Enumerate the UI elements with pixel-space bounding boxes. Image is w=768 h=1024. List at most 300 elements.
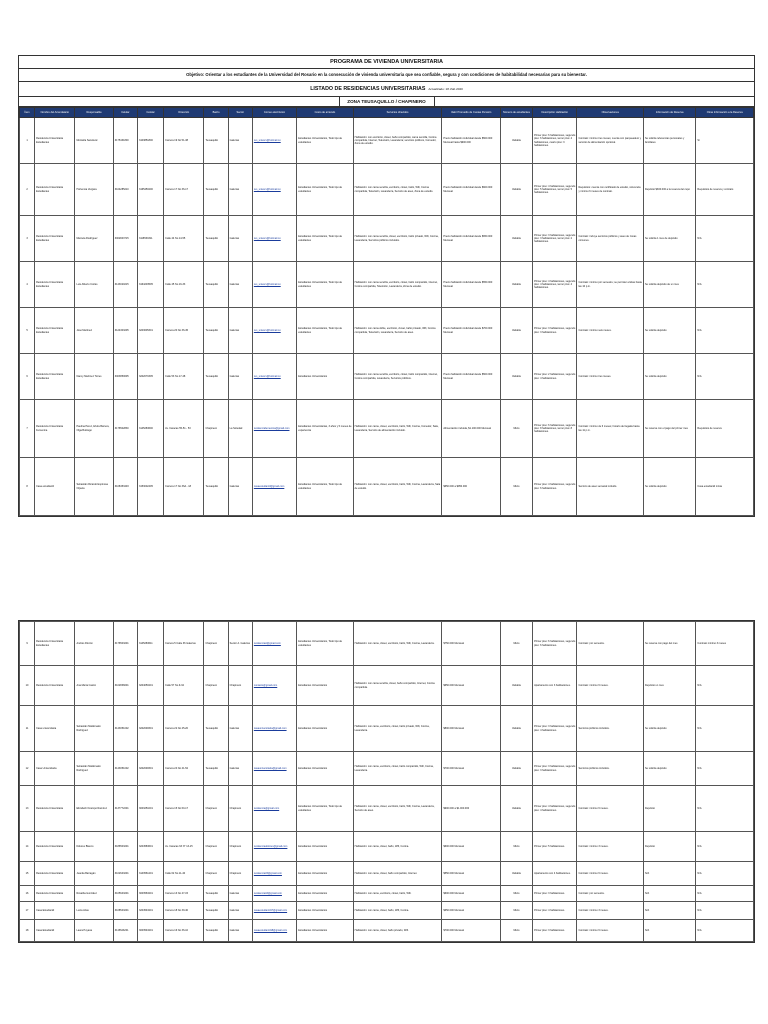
cell-phone-2: 3003251001 [137,786,163,832]
cell-address: Calle 44 No 14-55 [164,216,204,262]
cell-cost: Estudiantes Universitarios, Todo tipo de estudiantes [297,308,353,354]
cell-neighborhood: Teusaquillo [204,920,228,942]
table-row [20,164,754,216]
cell-neighborhood: Teusaquillo [204,118,228,164]
cell-observations: Contrato: mínimo de 6 meses; horario de llegada hasta las 11 p.m. [577,400,644,458]
cell-services: Habitación: con cama, closet, escritorio, baño, Wifi, Cocina, Comedor, Sala, Lavandería, Servicio de alimentación incluido. [353,400,442,458]
column-header: Correo electrónico [252,108,296,118]
cell-tenant-type: Residencia Universitaria [35,786,75,832]
cell-phone-2: 3202048301 [137,752,163,786]
cell-room-description: Primer piso: 6 habitaciones, segundo piso: 6 habitaciones, tercer piso: 4 habitaciones, cuarto piso: 3 habitaciones. [533,118,577,164]
cell-other-info: Requisitos de reserva y contrato [696,164,754,216]
cell-sector: Galerías [228,118,252,164]
cell-email[interactable]: casaestudiantil@gmail.com [252,458,296,516]
cell-neighborhood: Teusaquillo [204,706,228,752]
cell-students: Variable [500,666,532,706]
cell-other-info: Contrato mínimo 3 meses [696,622,754,666]
cell-observations: Contrato: mínimo tres meses; cuenta con parqueadero y servicio de alimentación opcional. [577,118,644,164]
cell-email[interactable]: residenciafemenina@gmail.com [252,400,296,458]
cell-phone-2: 3003543201 [137,920,163,942]
table-row [20,458,754,516]
column-header: Celular [137,108,163,118]
cell-address: Carrera 13 No 47-15 [164,886,204,902]
cell-responsible: José Martínez [75,308,113,354]
cell-room-description: Primer piso: 3 habitaciones, segundo piso: 4 habitaciones. [533,706,577,752]
cell-neighborhood: Teusaquillo [204,752,228,786]
cell-observations: Contrato: mínimo 6 meses. [577,862,644,886]
cell-observations: Contrato: mínimo tres meses. [577,354,644,400]
cell-sector: Chapinero [228,786,252,832]
cell-other-info: N/A [696,902,754,920]
cell-students: Variable [500,752,532,786]
table-row [20,354,754,400]
table-row [20,902,754,920]
cell-services: Habitación: con cama, escritorio, closet, baño, Wifi. [353,886,442,902]
cell-observations: Servicios públicos incluidos. [577,706,644,752]
cell-sector: Chapinero [228,832,252,862]
cell-address: Calle 57 No 9-34 [164,666,204,706]
cell-item-number: 15 [20,862,35,886]
cell-services: Habitación: con cama, closet, escritorio, baño, Wifi, Cocina, Lavandería. [353,622,442,666]
cell-observations: Contrato: por semestre. [577,886,644,902]
cell-sector: Galerías [228,706,252,752]
cell-responsible: Laura Puyana [75,920,113,942]
cell-students: Mixto [500,886,532,902]
cell-services: Habitación: con cama, escritorio, closet, baño compartido, Wifi, Cocina, Lavandería. [353,752,442,786]
cell-responsible: Luis Alberto Cortés [75,262,113,308]
cell-phone: 3137772201 [113,786,137,832]
cell-cost: Estudiantes Universitarios [297,902,353,920]
cell-sector: Chapinero [228,862,252,886]
cell-reservation-info: Se reserva con el pago del primer mes [643,400,695,458]
cell-room-description: Primer piso: 4 habitaciones, segundo piso: 6 habitaciones. [533,458,577,516]
cell-other-info: Casa estudiantil mixta [696,458,754,516]
table-body [20,622,754,942]
cell-students: Variable [500,118,532,164]
cell-students: Mixto [500,920,532,942]
column-header: Servicios ofrecidos [353,108,442,118]
cell-cost: Estudiantes Universitarios, Todo tipo de estudiantes [297,216,353,262]
cell-cost: Estudiantes Universitarios, Todo tipo de estudiantes [297,622,353,666]
cell-observations: Contrato: por semestre. [577,622,644,666]
column-header: Información de Reserva [643,108,695,118]
cell-services: Habitación: con cama, closet, baño privado, Wifi. [353,920,442,942]
cell-sector: Galerías [228,308,252,354]
cell-room-description: Primer piso: 3 habitaciones, segundo piso: 3 habitaciones. [533,752,577,786]
cell-tenant-type: Residencia Universitaria Estudiantes [35,308,75,354]
cell-cost: Estudiantes Universitarias, 3 años y 5 meses de experiencia [297,400,353,458]
cell-price: $650.000 Mensual [442,666,500,706]
table-row [20,752,754,786]
cell-responsible: Nancy Martínez Torres [75,354,113,400]
column-header: Celular [113,108,137,118]
column-header: Dirección [164,108,204,118]
cell-sector: Galerías [228,886,252,902]
cell-other-info: N/A [696,706,754,752]
cell-address: Carrera 22 No 45-20 [164,706,204,752]
cell-phone-2: 3143561201 [137,862,163,886]
cell-reservation-info: Se solicita depósito de un mes [643,262,695,308]
cell-services: Habitación: con cama doble, escritorio, closet, baño privado, Wifi, Cocina compartida, Televisión, Lavandería, Servicio de aseo. [353,308,442,354]
cell-price: Precio habitación individual desde $550.000 Mensual [442,262,500,308]
cell-price: Precio habitación individual desde $600.000 Mensual [442,164,500,216]
column-header: Nombre del Arrendatario [35,108,75,118]
table-row [20,118,754,164]
cell-phone: 3143051002 [113,706,137,752]
cell-price: $600.000 Mensual [442,886,500,902]
cell-reservation-info: Depósito un mes [643,666,695,706]
cell-item-number: 5 [20,308,35,354]
cell-price: $650.000 Mensual [442,902,500,920]
column-header: Otras Información a la Reserva [696,108,754,118]
cell-phone-2: 3204583601 [137,832,163,862]
cell-email[interactable]: residencia16@gmail.com [252,886,296,902]
residences-table-1 [19,107,754,516]
column-header: Ítem [20,108,35,118]
cell-other-info: N/A [696,308,754,354]
cell-phone-2: 3145283600 [137,400,163,458]
cell-tenant-type: Residencia Universitaria [35,666,75,706]
cell-cost: Estudiantes Universitarios [297,752,353,786]
cell-price: Precio habitación individual desde $650.000 Mensual [442,216,500,262]
cell-other-info: Requisitos de reserva [696,400,754,458]
cell-responsible: Marcela Rodríguez [75,216,113,262]
cell-phone-2: 3103851800 [137,118,163,164]
cell-neighborhood: Chapinero [204,400,228,458]
cell-price: $750.000 Mensual [442,622,500,666]
cell-other-info: N/A [696,354,754,400]
cell-price: $700.000 Mensual [442,920,500,942]
column-header: Responsable [75,108,113,118]
cell-item-number: 10 [20,666,35,706]
cell-observations: Contrato: incluye servicios públicos y aseo de zonas comunes. [577,216,644,262]
cell-item-number: 16 [20,886,35,902]
column-header: Valor Promedio de Cuotas Pensión [442,108,500,118]
cell-services: Habitación: con cama sencilla, escritorio, closet, baño, Wifi, Cocina compartida, Televisión, Lavandería, Servicio de aseo, Zona de estudio. [353,164,442,216]
cell-students: Variable [500,706,532,752]
cell-reservation-info: Se solicita depósito [643,308,695,354]
cell-item-number: 9 [20,622,35,666]
list-title-row [19,82,754,97]
cell-reservation-info: Depósito [643,786,695,832]
cell-services: Habitación: con cama, closet, baño, Wifi, Cocina. [353,902,442,920]
cell-neighborhood: Teusaquillo [204,216,228,262]
cell-reservation-info: Se reserva con pago del mes [643,622,695,666]
column-header: Observaciones [577,108,644,118]
cell-sector: Galerías [228,920,252,942]
cell-phone: 3108453403 [113,458,137,516]
cell-phone-2: 3145283611 [137,622,163,666]
cell-sector: Galerías [228,164,252,216]
cell-item-number: 14 [20,832,35,862]
cell-cost: Estudiantes Universitarios, Todo tipo de estudiantes [297,164,353,216]
cell-phone: 3104285210 [113,164,137,216]
cell-tenant-type: Residencia Universitaria [35,862,75,886]
cell-phone-2: 3164203505 [137,262,163,308]
cell-reservation-info: Se solicita depósito [643,458,695,516]
cell-neighborhood: Teusaquillo [204,262,228,308]
cell-item-number: 3 [20,216,35,262]
cell-tenant-type: Residencia Universitaria Estudiantes [35,354,75,400]
cell-observations: Contrato: mínimo 3 meses. [577,902,644,920]
residences-table-2 [19,621,754,942]
cell-reservation-info: Se solicita depósito [643,354,695,400]
cell-responsible: Sebastián Maldonado Rodríguez [75,752,113,786]
table-row [20,622,754,666]
cell-address: Av. Caracas 63 N° 13-15 [164,832,204,862]
cell-students: Mixto [500,458,532,516]
cell-room-description: Apartamento con 4 habitaciones. [533,862,577,886]
cell-email[interactable]: residencia@gmail.com [252,786,296,832]
cell-observations: Contrato: mínimo 6 meses. [577,786,644,832]
table-body [20,118,754,516]
cell-services: Habitación: con cama, closet, baño, Wifi, Cocina. [353,832,442,862]
objective-text: Objetivo: Orientar a los estudiantes de la Universidad del Rosario en la consecución de vivienda universitaria que sea confiable, segura y con condiciones de habitabilidad necesarias para su bienestar. [19,69,754,82]
cell-room-description: Apartamento con 3 habitaciones. [533,666,577,706]
cell-item-number: 4 [20,262,35,308]
cell-item-number: 1 [20,118,35,164]
cell-services: Habitación: con cama sencilla, escritorio, closet, baño compartido, Internet, Cocina compartida, Televisión, Lavandería, Zona de estudio. [353,262,442,308]
cell-phone-2: 3153002405 [137,458,163,516]
table-row [20,666,754,706]
cell-item-number: 18 [20,920,35,942]
table-row [20,862,754,886]
zone-row [19,97,754,107]
cell-tenant-type: Casa Universitaria [35,752,75,786]
cell-neighborhood: Teusaquillo [204,458,228,516]
cell-responsible: Rosalba González [75,886,113,902]
cell-phone: 3176502830 [113,400,137,458]
cell-room-description: Primer piso: 2 habitaciones, segundo piso: 4 habitaciones. [533,354,577,400]
cell-phone-2: 3003563201 [137,886,163,902]
cell-tenant-type: Casa Estudiantil [35,902,75,920]
cell-tenant-type: Casa universitaria [35,706,75,752]
cell-email[interactable]: res_univers@hotmail.co [252,118,296,164]
cell-observations: Servicio de aseo semanal incluido. [577,458,644,516]
cell-sector: Galerías [228,354,252,400]
cell-other-info: N/A [696,666,754,706]
cell-tenant-type: Casa Estudiantil [35,920,75,942]
table-row [20,920,754,942]
cell-phone: 3108543201 [113,902,137,920]
cell-other-info: N/A [696,262,754,308]
table-row [20,886,754,902]
cell-cost: Estudiantes Universitarios, Todo tipo de estudiantes [297,118,353,164]
cell-services: Habitación: con cama, closet, escritorio, baño, Wifi, Cocina, Lavandería, Sala de estudio. [353,458,442,516]
table-row [20,308,754,354]
cell-room-description: Primer piso: 4 habitaciones. [533,902,577,920]
cell-reservation-info: N/A [643,886,695,902]
cell-phone: 3102838201 [113,666,137,706]
column-header: Costo de arriendo [297,108,353,118]
cell-sector: La Soledad [228,400,252,458]
cell-address: Calle 62 No 11-40 [164,862,204,886]
cell-item-number: 7 [20,400,35,458]
cell-cost: Estudiantes Universitarios [297,862,353,886]
cell-price: $700.000 Mensual [442,752,500,786]
cell-students: Mixto [500,832,532,862]
cell-email[interactable]: casauniversitaria@gmail.com [252,752,296,786]
cell-phone-2: 3204543201 [137,902,163,920]
cell-services: Habitación: con cama sencilla, escritorio, closet, baño compartido, Internet, Cocina compartida, Lavandería, Servicios públicos. [353,354,442,400]
program-title: PROGRAMA DE VIVIENDA UNIVERSITARIA [19,56,754,69]
cell-address: Carrera 5 Calle 36 Galerías [164,622,204,666]
cell-tenant-type: Residencia Universitaria Femenina [35,400,75,458]
cell-reservation-info: N/A [643,862,695,886]
cell-services: Habitación: con cama sencilla, closet, baño compartido, Internet, Cocina compartida. [353,666,442,706]
cell-observations: Contrato: mínimo 6 meses. [577,920,644,942]
cell-responsible: Dolores Blanco [75,832,113,862]
cell-email[interactable]: residenciadolores@gmail.com [252,832,296,862]
cell-phone: 3002843715 [113,216,137,262]
cell-students: Variable [500,164,532,216]
cell-item-number: 2 [20,164,35,216]
cell-tenant-type: Residencia Universitaria [35,832,75,862]
cell-cost: Estudiantes Universitarios [297,886,353,902]
cell-item-number: 11 [20,706,35,752]
cell-other-info: N/A [696,886,754,902]
cell-email[interactable]: res_univers@hotmail.co [252,262,296,308]
cell-neighborhood: Chapinero [204,622,228,666]
cell-phone-2: 3165450200 [137,164,163,216]
zone-title: ZONA TEUSAQUILLO / CHAPINERO [339,97,435,106]
cell-cost: Estudiantes Universitarios, Todo tipo de estudiantes [297,786,353,832]
cell-observations: Contrato: mínimo 3 meses. [577,832,644,862]
cell-other-info: N/A [696,786,754,832]
cell-sector: Galerías [228,262,252,308]
cell-tenant-type: Casa estudiantil [35,458,75,516]
cell-room-description: Primer piso: 3 habitaciones. [533,920,577,942]
cell-room-description: Primer piso: 3 habitaciones. [533,886,577,902]
cell-neighborhood: Chapinero [204,862,228,886]
cell-students: Variable [500,354,532,400]
column-header: Barrio [204,108,228,118]
cell-phone-2: 3202048301 [137,706,163,752]
cell-observations: Servicios públicos incluidos. [577,752,644,786]
cell-responsible: Paulina Pérez, Elvira Barrera, Olga Buitrago [75,400,113,458]
cell-services: Habitación: con cama, escritorio, closet, baño privado, Wifi, Cocina, Lavandería. [353,706,442,752]
list-updated: Actualizado: 18 d'ab 2020 [428,87,463,91]
cell-responsible: Elizabeth Ocampo Ramírez [75,786,113,832]
cell-price: Precio habitación individual desde $500.000 Mensual hasta $900.000 [442,118,500,164]
cell-phone-2: 3202070305 [137,354,163,400]
cell-item-number: 8 [20,458,35,516]
cell-cost: Estudiantes Universitarios, Todo tipo de estudiantes [297,262,353,308]
cell-students: Mixto [500,400,532,458]
table-row [20,262,754,308]
cell-students: Mixto [500,622,532,666]
cell-sector: Galerías [228,458,252,516]
column-header: Sector [228,108,252,118]
cell-neighborhood: Teusaquillo [204,164,228,216]
cell-sector: Galerías [228,752,252,786]
cell-address: Carrera 20 No 36-45 [164,308,204,354]
cell-observations: Contrato: mínimo por semestre; se permiten visitas hasta las 10 p.m. [577,262,644,308]
cell-other-info: N/A [696,752,754,786]
cell-email[interactable]: residencia15@gmail.com [252,862,296,886]
cell-phone: 3143051002 [113,752,137,786]
cell-email[interactable]: casaestudiantil18@gmail.com [252,920,296,942]
cell-email[interactable]: contacto@gmail.com [252,666,296,706]
cell-room-description: Primer piso: 4 habitaciones, segundo piso: 5 habitaciones, tercer piso: 5 habitaciones. [533,164,577,216]
cell-reservation-info: Depósito [643,832,695,862]
cell-address: Calle 45 No 16-33 [164,262,204,308]
cell-room-description: Primer piso: 6 habitaciones, segundo piso: 8 habitaciones, tercer piso: 8 habitaciones. [533,400,577,458]
cell-cost: Estudiantes Universitarios, Todo tipo de estudiantes [297,458,353,516]
cell-reservation-info: Se solicita referencias personales y familiares [643,118,695,164]
cell-students: Variable [500,262,532,308]
cell-phone: 3105643201 [113,886,137,902]
cell-phone-2: 3203605301 [137,308,163,354]
cell-phone: 3102643201 [113,862,137,886]
cell-address: Carrera 19 No 51-38 [164,118,204,164]
cell-price: $800.000 Mensual [442,706,500,752]
cell-other-info: N/A [696,216,754,262]
cell-email[interactable]: res_univers@hotmail.co [252,354,296,400]
cell-phone: 3143020215 [113,262,137,308]
cell-phone: 3115643201 [113,920,137,942]
cell-students: Variable [500,308,532,354]
cell-neighborhood: Chapinero [204,666,228,706]
cell-responsible: Juanita Barragán [75,862,113,886]
cell-students: Variable [500,862,532,886]
cell-price: Precio habitación individual desde $500.000 Mensual [442,354,500,400]
cell-reservation-info: Se solicita depósito [643,706,695,752]
table-row [20,706,754,752]
cell-neighborhood: Chapinero [204,786,228,832]
cell-email[interactable]: res_univers@hotmail.co [252,216,296,262]
cell-other-info: Sí [696,118,754,164]
cell-neighborhood: Teusaquillo [204,902,228,920]
table-row [20,400,754,458]
cell-email[interactable]: residenciaA@gmail.com [252,622,296,666]
cell-room-description: Primer piso: 6 habitaciones, segundo piso: 6 habitaciones. [533,622,577,666]
cell-address: Carrera 16 No 36-10 [164,920,204,942]
cell-email[interactable]: res_univers@hotmail.co [252,308,296,354]
cell-tenant-type: Residencia Universitaria Estudiantes [35,262,75,308]
cell-cost: Estudiantes Universitarios [297,920,353,942]
cell-tenant-type: Residencia Universitaria Estudiantes [35,216,75,262]
cell-phone-2: 3204050201 [137,666,163,706]
cell-email[interactable]: casaestudiantil17@gmail.com [252,902,296,920]
table-row [20,832,754,862]
cell-address: Carrera 24 No 41-52 [164,752,204,786]
cell-responsible: Sebastián Maldonado Rodríguez [75,706,113,752]
cell-price: Precio habitación individual desde $700.000 Mensual [442,308,500,354]
cell-tenant-type: Residencia Universitaria Estudiantes [35,118,75,164]
cell-address: Calle 53 No 17-48 [164,354,204,400]
cell-observations: Contrato: mínimo seis meses. [577,308,644,354]
cell-responsible: Montaña Sandoval [75,118,113,164]
cell-email[interactable]: res_univers@hotmail.co [252,164,296,216]
cell-services: Habitación: con cama, closet, escritorio, baño, Wifi, Cocina, Lavandería, Servicio de aseo. [353,786,442,832]
spreadsheet-page-1 [18,55,755,517]
cell-neighborhood: Teusaquillo [204,308,228,354]
cell-item-number: 12 [20,752,35,786]
cell-address: Carrera 17 No 36-17 [164,164,204,216]
cell-responsible: Sebastián Ricardo Espinosa Orjuela [75,458,113,516]
column-header: Número de estudiantes [500,108,532,118]
cell-reservation-info: N/A [643,902,695,920]
cell-phone: 3003850605 [113,354,137,400]
cell-room-description: Primer piso: 4 habitaciones, segundo piso: 4 habitaciones. [533,786,577,832]
cell-neighborhood: Teusaquillo [204,886,228,902]
cell-cost: Estudiantes Universitarios [297,666,353,706]
cell-tenant-type: Residencia Universitaria Estudiantes [35,622,75,666]
cell-email[interactable]: casauniversitaria@gmail.com [252,706,296,752]
cell-sector: Galerías [228,902,252,920]
cell-cost: Estudiantes Universitarios [297,354,353,400]
